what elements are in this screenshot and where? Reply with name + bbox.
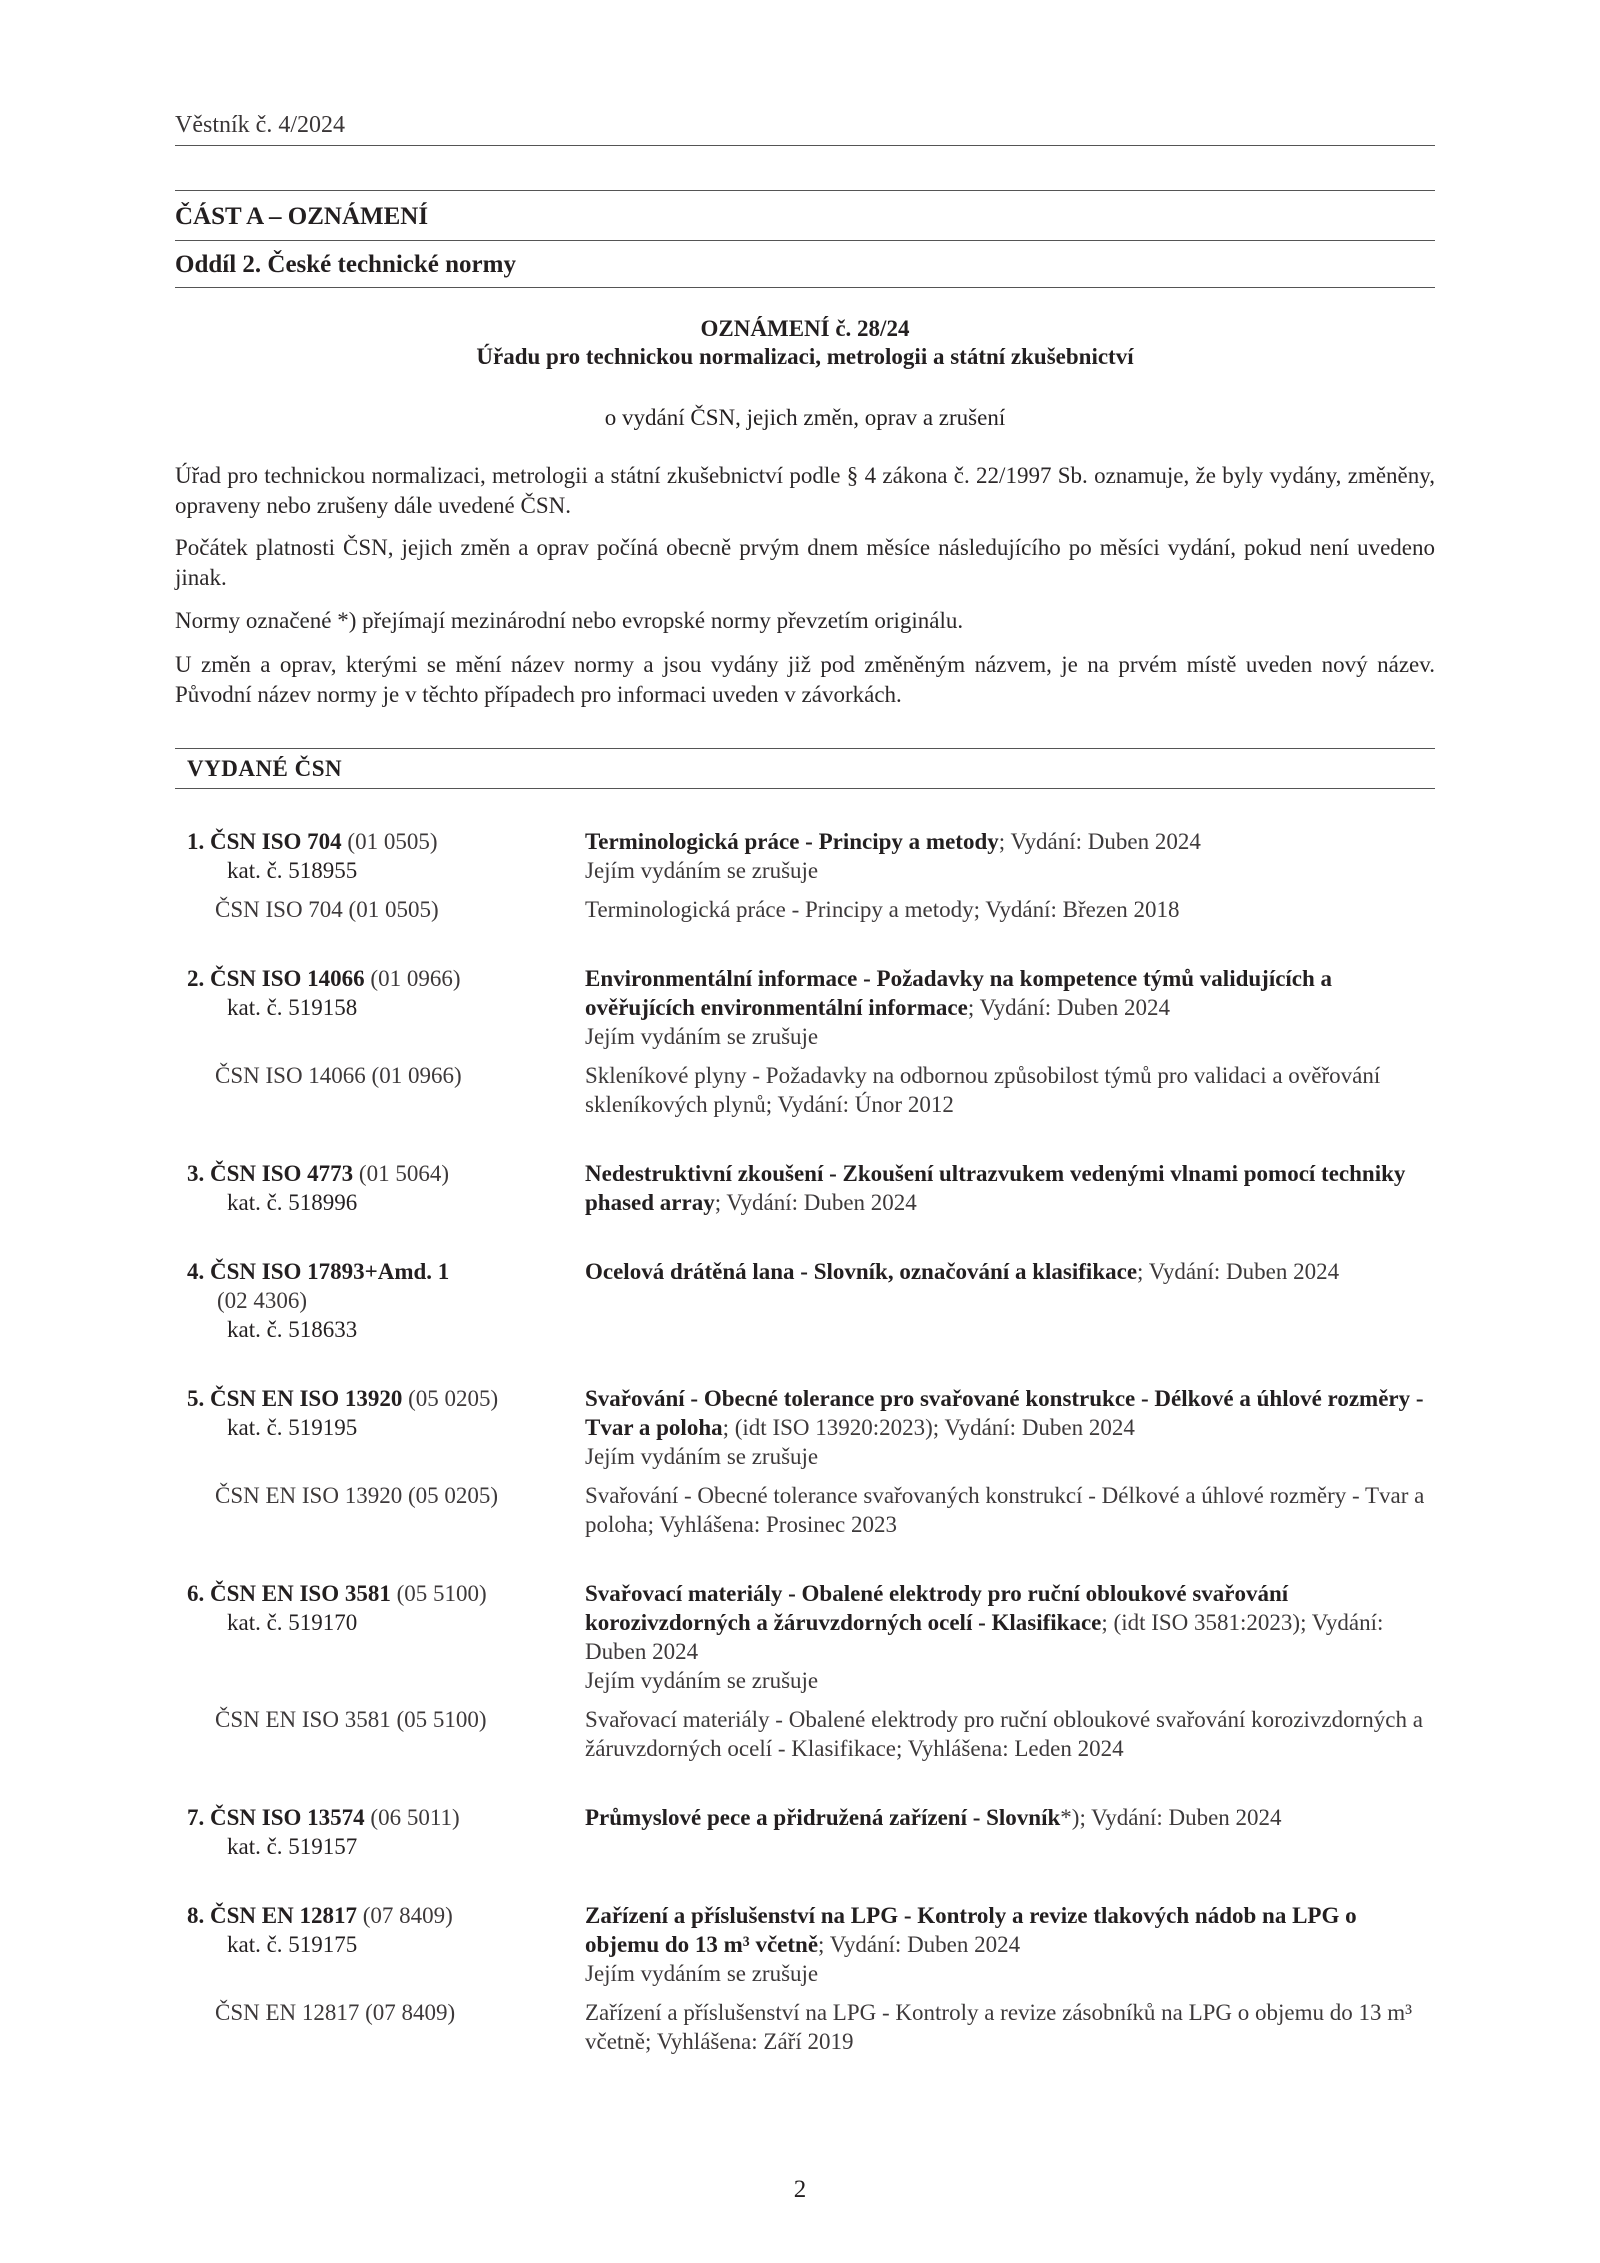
norm-issue: ; (idt ISO 13920:2023); Vydání: Duben 2024 — [722, 1415, 1135, 1440]
norm-code: ČSN ISO 17893+Amd. 1 — [210, 1259, 450, 1284]
subsection-title: VYDANÉ ČSN — [187, 756, 343, 781]
norm-issue: ; (idt ISO 3581:2023); Vydání: Duben 2024 — [585, 1610, 1384, 1664]
replaces-note: Jejím vydáním se zrušuje — [585, 858, 819, 883]
notice-subject: o vydání ČSN, jejich změn, oprav a zrušení — [604, 405, 1006, 430]
catalog-number: kat. č. 519158 — [227, 995, 358, 1020]
part-bottom-rule — [175, 240, 1435, 241]
norm-list — [175, 827, 1435, 2096]
norm-title: Nedestruktivní zkoušení - Zkoušení ultrazvukem vedenými vlnami pomocí techniky phased array — [585, 1161, 1406, 1215]
norm-title: Průmyslové pece a přidružená zařízení - Slovník — [585, 1805, 1061, 1830]
replaces-note: Jejím vydáním se zrušuje — [585, 1444, 819, 1469]
entry-number: 8. — [187, 1903, 205, 1928]
validity-paragraph: Počátek platnosti ČSN, jejich změn a oprav počíná obecně prvým dnem měsíce následujícího po měsíci vydání, pokud není uvedeno jinak. — [175, 535, 1435, 590]
replaced-norm-code: ČSN EN ISO 13920 (05 0205) — [215, 1483, 499, 1508]
notice-title: OZNÁMENÍ č. 28/24 — [700, 316, 910, 341]
norm-issue: ; Vydání: Duben 2024 — [1137, 1259, 1340, 1284]
norm-class: (07 8409) — [362, 1903, 453, 1928]
norm-entry — [175, 964, 1435, 1119]
norm-code: ČSN EN ISO 3581 — [210, 1581, 391, 1606]
norm-issue: ; Vydání: Duben 2024 — [818, 1932, 1021, 1957]
catalog-number: kat. č. 519157 — [227, 1834, 358, 1859]
section-bottom-rule — [175, 287, 1435, 288]
replaced-norm-text: Svařování - Obecné tolerance svařovaných konstrukcí - Délkové a úhlové rozměry - Tvar a poloha; Vyhlášena: Prosinec 2023 — [585, 1483, 1425, 1537]
catalog-number: kat. č. 518633 — [227, 1317, 358, 1342]
replaces-note: Jejím vydáním se zrušuje — [585, 1668, 819, 1693]
entry-number: 7. — [187, 1805, 205, 1830]
intro-paragraph: Úřad pro technickou normalizaci, metrologii a státní zkušebnictví podle § 4 zákona č. 22/1997 Sb. oznamuje, že byly vydány, změněny, opraveny nebo zrušeny dále uvedené ČSN. — [175, 463, 1435, 518]
replaced-norm-text: Skleníkové plyny - Požadavky na odbornou způsobilost týmů pro validaci a ověřování skleníkových plynů; Vydání: Únor 2012 — [585, 1063, 1381, 1117]
norm-entry — [175, 1159, 1435, 1217]
norm-entry — [175, 1579, 1435, 1763]
replaces-note: Jejím vydáním se zrušuje — [585, 1024, 819, 1049]
marked-norms-paragraph: Normy označené *) přejímají mezinárodní nebo evropské normy převzetím originálu. — [175, 608, 964, 633]
norm-code: ČSN EN 12817 — [210, 1903, 357, 1928]
catalog-number: kat. č. 519170 — [227, 1610, 358, 1635]
replaced-norm-code: ČSN ISO 704 (01 0505) — [215, 897, 439, 922]
header-rule — [175, 145, 1435, 146]
entry-number: 4. — [187, 1259, 205, 1284]
norm-title: Svařování - Obecné tolerance pro svařované konstrukce - Délkové a úhlové rozměry - Tvar a poloha — [585, 1386, 1424, 1440]
part-top-rule — [175, 190, 1435, 191]
changes-paragraph: U změn a oprav, kterými se mění název normy a jsou vydány již pod změněným názvem, je na prvém místě uveden nový název. Původní název normy je v těchto případech pro informaci uveden v závorkách. — [175, 652, 1435, 707]
replaced-norm-code: ČSN EN 12817 (07 8409) — [215, 2000, 456, 2025]
replaced-norm-code: ČSN ISO 14066 (01 0966) — [215, 1063, 462, 1088]
replaced-norm-code: ČSN EN ISO 3581 (05 5100) — [215, 1707, 487, 1732]
catalog-number: kat. č. 519195 — [227, 1415, 358, 1440]
norm-issue: ; Vydání: Duben 2024 — [998, 829, 1201, 854]
norm-entry — [175, 1257, 1435, 1344]
journal-header: Věstník č. 4/2024 — [175, 112, 345, 138]
norm-class: (01 0966) — [370, 966, 461, 991]
catalog-number: kat. č. 518996 — [227, 1190, 358, 1215]
entry-number: 2. — [187, 966, 205, 991]
subsection-bottom-rule — [175, 788, 1435, 789]
entry-number: 5. — [187, 1386, 205, 1411]
norm-entry — [175, 1803, 1435, 1861]
norm-title: Zařízení a příslušenství na LPG - Kontroly a revize tlakových nádob na LPG o objemu do 13 m³ včetně — [585, 1903, 1357, 1957]
norm-class: (05 0205) — [408, 1386, 499, 1411]
norm-class: (01 0505) — [347, 829, 438, 854]
replaced-norm-text: Zařízení a příslušenství na LPG - Kontroly a revize zásobníků na LPG o objemu do 13 m³ včetně; Vyhlášena: Září 2019 — [585, 2000, 1413, 2054]
norm-title: Environmentální informace - Požadavky na kompetence týmů validujících a ověřujících environmentální informace — [585, 966, 1333, 1020]
replaces-note: Jejím vydáním se zrušuje — [585, 1961, 819, 1986]
norm-issue: ; Vydání: Duben 2024 — [714, 1190, 917, 1215]
norm-entry — [175, 1384, 1435, 1539]
norm-code: ČSN ISO 704 — [210, 829, 342, 854]
entry-number: 1. — [187, 829, 205, 854]
notice-issuer: Úřadu pro technickou normalizaci, metrologii a státní zkušebnictví — [476, 344, 1134, 369]
norm-code: ČSN ISO 14066 — [210, 966, 365, 991]
norm-issue: ; Vydání: Duben 2024 — [967, 995, 1170, 1020]
norm-entry — [175, 1901, 1435, 2056]
part-title: ČÁST A – OZNÁMENÍ — [175, 203, 429, 230]
norm-title: Ocelová drátěná lana - Slovník, označování a klasifikace — [585, 1259, 1138, 1284]
replaced-norm-text: Terminologická práce - Principy a metody; Vydání: Březen 2018 — [585, 897, 1180, 922]
section-title: Oddíl 2. České technické normy — [175, 251, 516, 278]
subsection-top-rule — [175, 748, 1435, 749]
norm-class: (02 4306) — [217, 1288, 308, 1313]
entry-number: 3. — [187, 1161, 205, 1186]
norm-title: Svařovací materiály - Obalené elektrody pro ruční obloukové svařování korozivzdorných a žáruvzdorných ocelí - Klasifikace — [585, 1581, 1289, 1635]
replaced-norm-text: Svařovací materiály - Obalené elektrody pro ruční obloukové svařování korozivzdorných a žáruvzdorných ocelí - Klasifikace; Vyhlášena: Leden 2024 — [585, 1707, 1423, 1761]
norm-entry — [175, 827, 1435, 924]
page-number: 2 — [793, 2176, 807, 2203]
catalog-number: kat. č. 518955 — [227, 858, 358, 883]
norm-title: Terminologická práce - Principy a metody — [585, 829, 999, 854]
norm-code: ČSN ISO 4773 — [210, 1161, 354, 1186]
catalog-number: kat. č. 519175 — [227, 1932, 358, 1957]
norm-code: ČSN EN ISO 13920 — [210, 1386, 403, 1411]
norm-class: (05 5100) — [396, 1581, 487, 1606]
entry-number: 6. — [187, 1581, 205, 1606]
norm-class: (06 5011) — [370, 1805, 460, 1830]
norm-issue: *); Vydání: Duben 2024 — [1060, 1805, 1282, 1830]
norm-class: (01 5064) — [358, 1161, 449, 1186]
norm-code: ČSN ISO 13574 — [210, 1805, 365, 1830]
